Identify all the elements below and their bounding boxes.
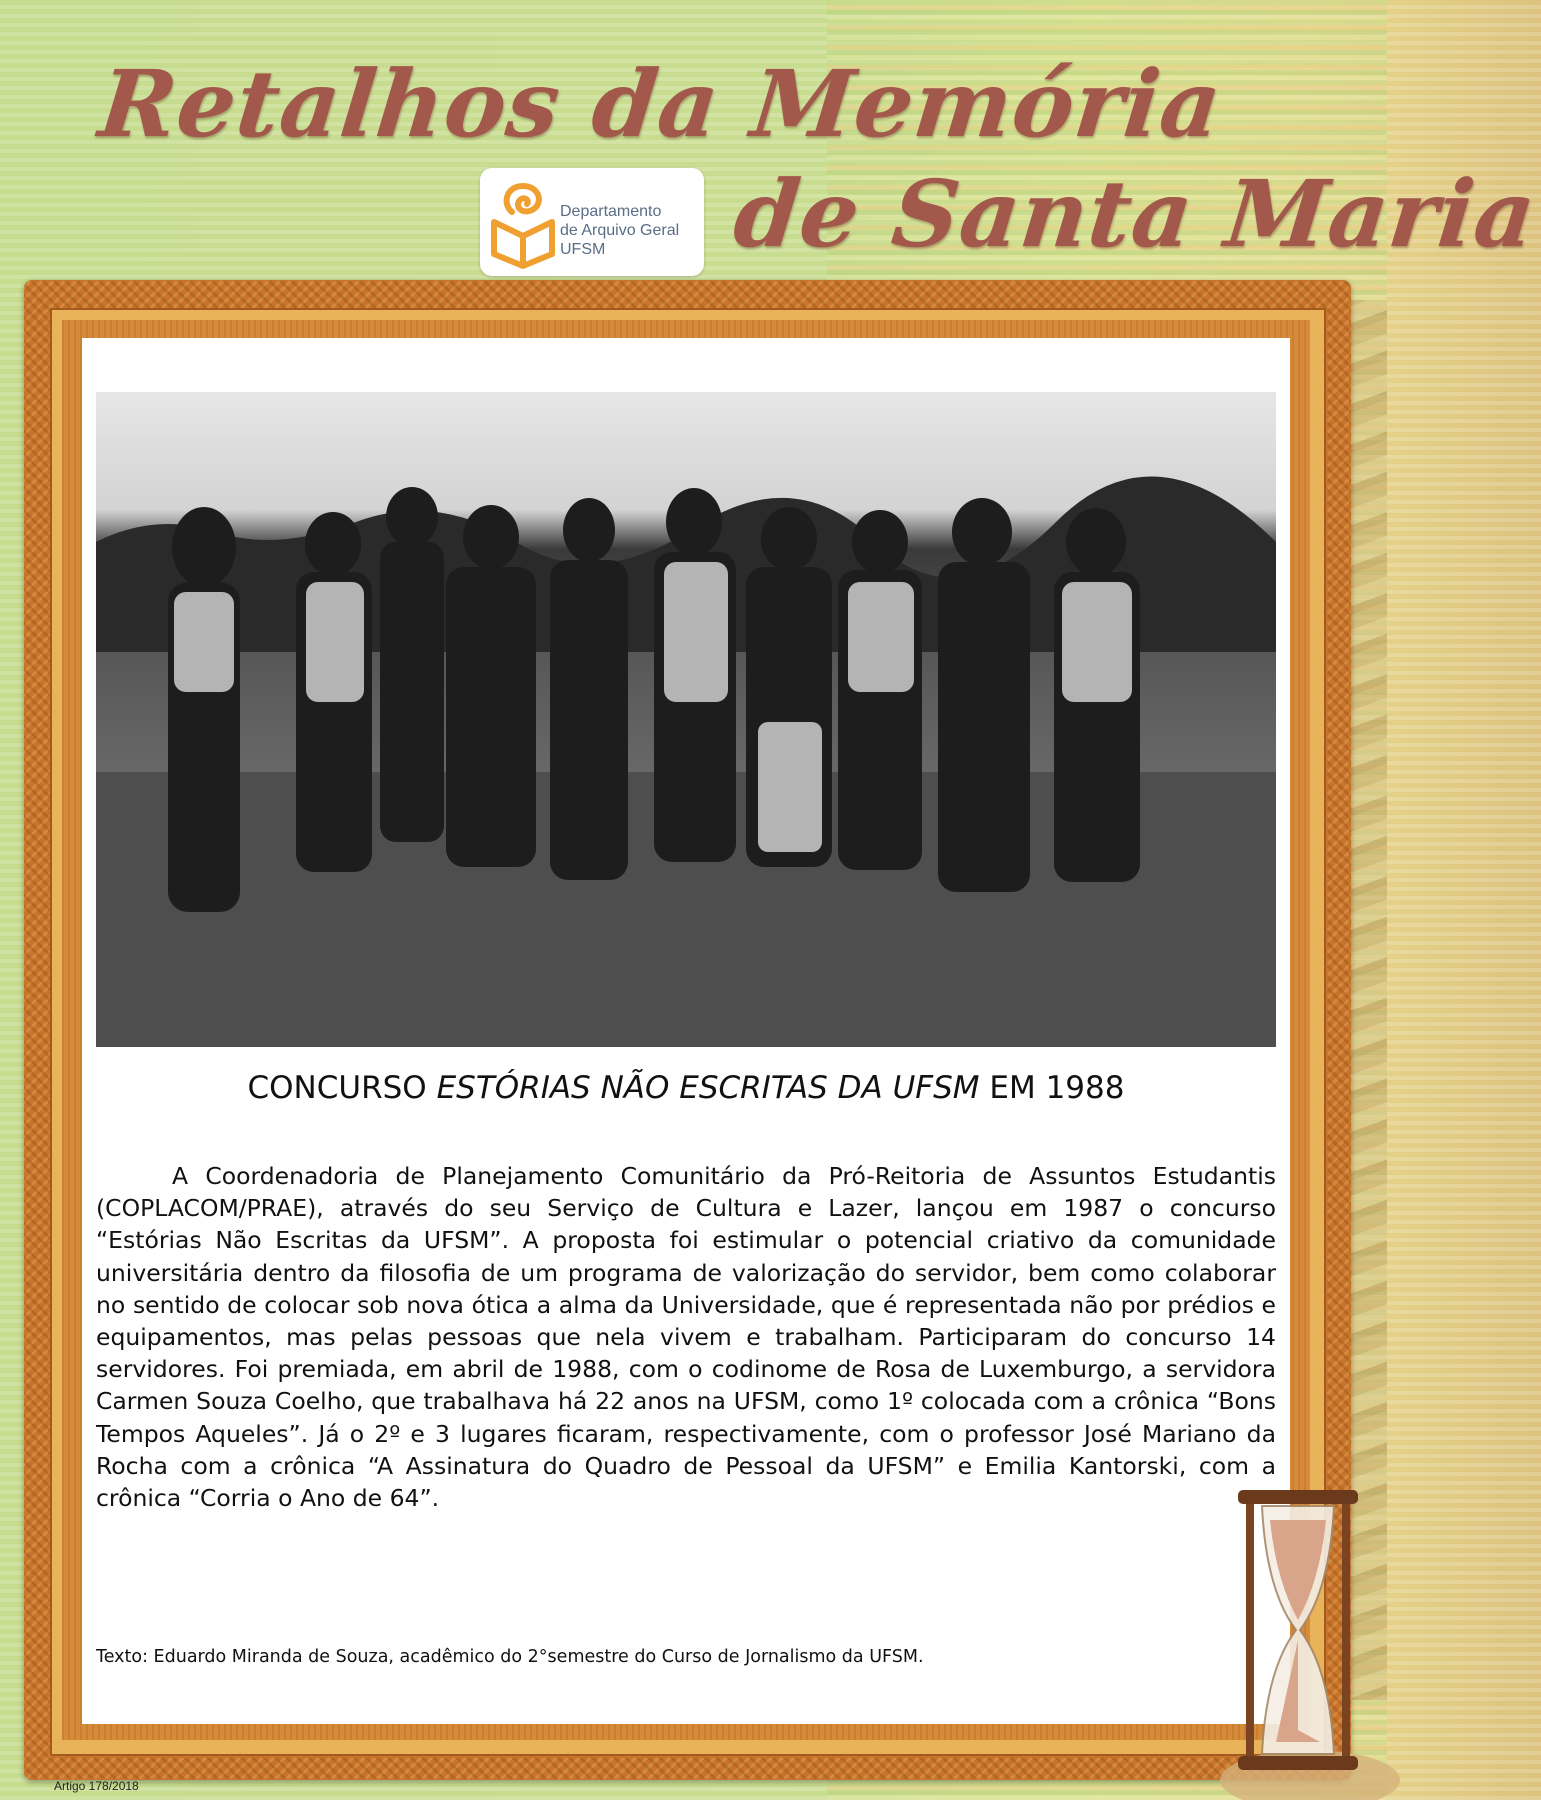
article-body-text: A Coordenadoria de Planejamento Comunitário da Pró-Reitoria de Assuntos Estudantis (COPLACOM/PRAE), através do seu Serviço de Cultura e Lazer, lançou em 1987 o concurso “Estórias Não Escritas da UFSM”. A proposta foi estimular o potencial criativo da comunidade universitária dentro da filosofia de um programa de valorização do servidor, bem como colaborar no sentido de colocar sob nova ótica a alma da Universidade, que é representada não por prédios e equipamentos, mas pelas pessoas que nela vivem e trabalham. Participaram do concurso 14 servidores. Foi premiada, em abril de 1988, com o codinome de Rosa de Luxemburgo, a servidora Carmen Souza Coelho, que trabalhava há 22 anos na UFSM, como 1º colocada com a crônica “Bons Tempos Aqueles”. Já o 2º e 3 lugares ficaram, respectivamente, com o professor José Mariano da Rocha com a crônica “A Assinatura do Quadro de Pessoal da UFSM” e Emilia Kantorski, com a crônica “Corria o Ano de 64”.	[96, 1162, 1276, 1513]
group-photo-figures	[96, 392, 1276, 1047]
heading-prefix: CONCURSO	[247, 1070, 437, 1106]
spiral-book-icon	[488, 178, 558, 266]
article-body	[96, 1160, 1276, 1514]
article-number: Artigo 178/2018	[54, 1779, 139, 1793]
title-line-1: Retalhos da Memória	[94, 50, 1227, 158]
title-line-2: de Santa Maria	[729, 160, 1541, 268]
page-title	[94, 20, 1541, 270]
logo-text	[560, 202, 679, 259]
hourglass-icon	[1200, 1480, 1387, 1800]
logo-line-1: Departamento	[560, 203, 662, 220]
heading-suffix: EM 1988	[979, 1070, 1125, 1106]
group-photo	[96, 392, 1276, 1047]
logo-line-2: de Arquivo Geral	[560, 222, 680, 239]
heading-italic-title: ESTÓRIAS NÃO ESCRITAS DA UFSM	[436, 1070, 980, 1106]
article-heading	[96, 1070, 1276, 1106]
archive-logo	[480, 168, 704, 276]
logo-line-3: UFSM	[560, 241, 606, 258]
article-credit: Texto: Eduardo Miranda de Souza, acadêmico do 2°semestre do Curso de Jornalismo da UFSM.	[96, 1647, 924, 1667]
